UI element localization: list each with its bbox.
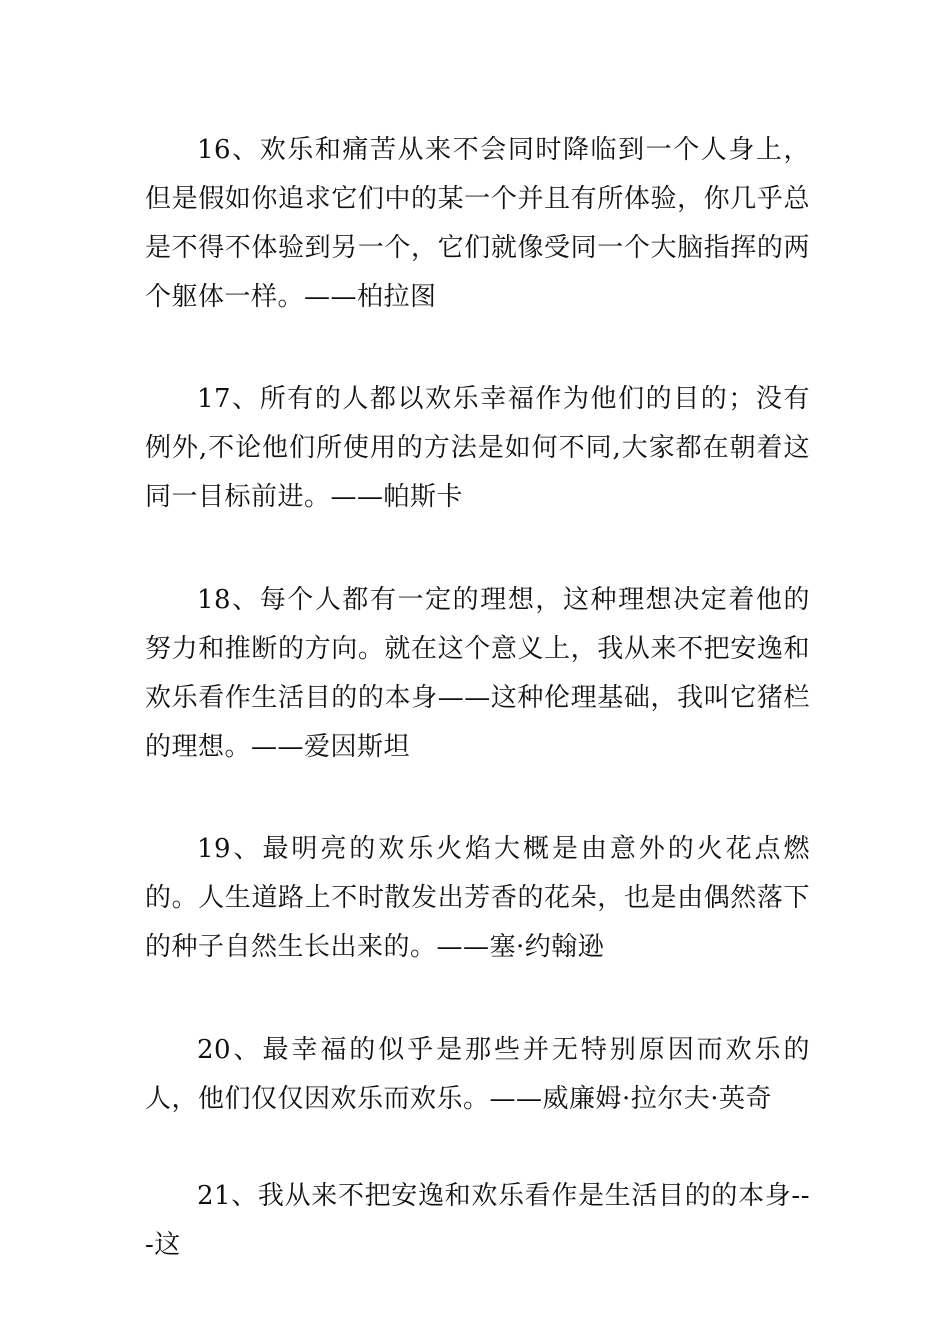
quote-paragraph-17: 17、所有的人都以欢乐幸福作为他们的目的；没有例外,不论他们所使用的方法是如何不同,大家都在朝着这同一目标前进。——帕斯卡 [145, 384, 810, 512]
quote-paragraph-18: 18、每个人都有一定的理想，这种理想决定着他的努力和推断的方向。就在这个意义上，我从来不把安逸和欢乐看作生活目的的本身——这种伦理基础，我叫它猪栏的理想。——爱因斯坦 [145, 585, 810, 762]
quote-paragraph-20: 20、最幸福的似乎是那些并无特别原因而欢乐的人，他们仅仅因欢乐而欢乐。——威廉姆·拉尔夫·英奇 [145, 1035, 810, 1114]
quote-paragraph-16: 16、欢乐和痛苦从来不会同时降临到一个人身上，但是假如你追求它们中的某一个并且有所体验，你几乎总是不得不体验到另一个，它们就像受同一个大脑指挥的两个躯体一样。——柏拉图 [145, 135, 810, 312]
quote-paragraph-19: 19、最明亮的欢乐火焰大概是由意外的火花点燃的。人生道路上不时散发出芳香的花朵，也是由偶然落下的种子自然生长出来的。——塞·约翰逊 [145, 834, 810, 962]
quote-paragraph-21: 21、我从来不把安逸和欢乐看作是生活目的的本身---这 [145, 1181, 810, 1260]
